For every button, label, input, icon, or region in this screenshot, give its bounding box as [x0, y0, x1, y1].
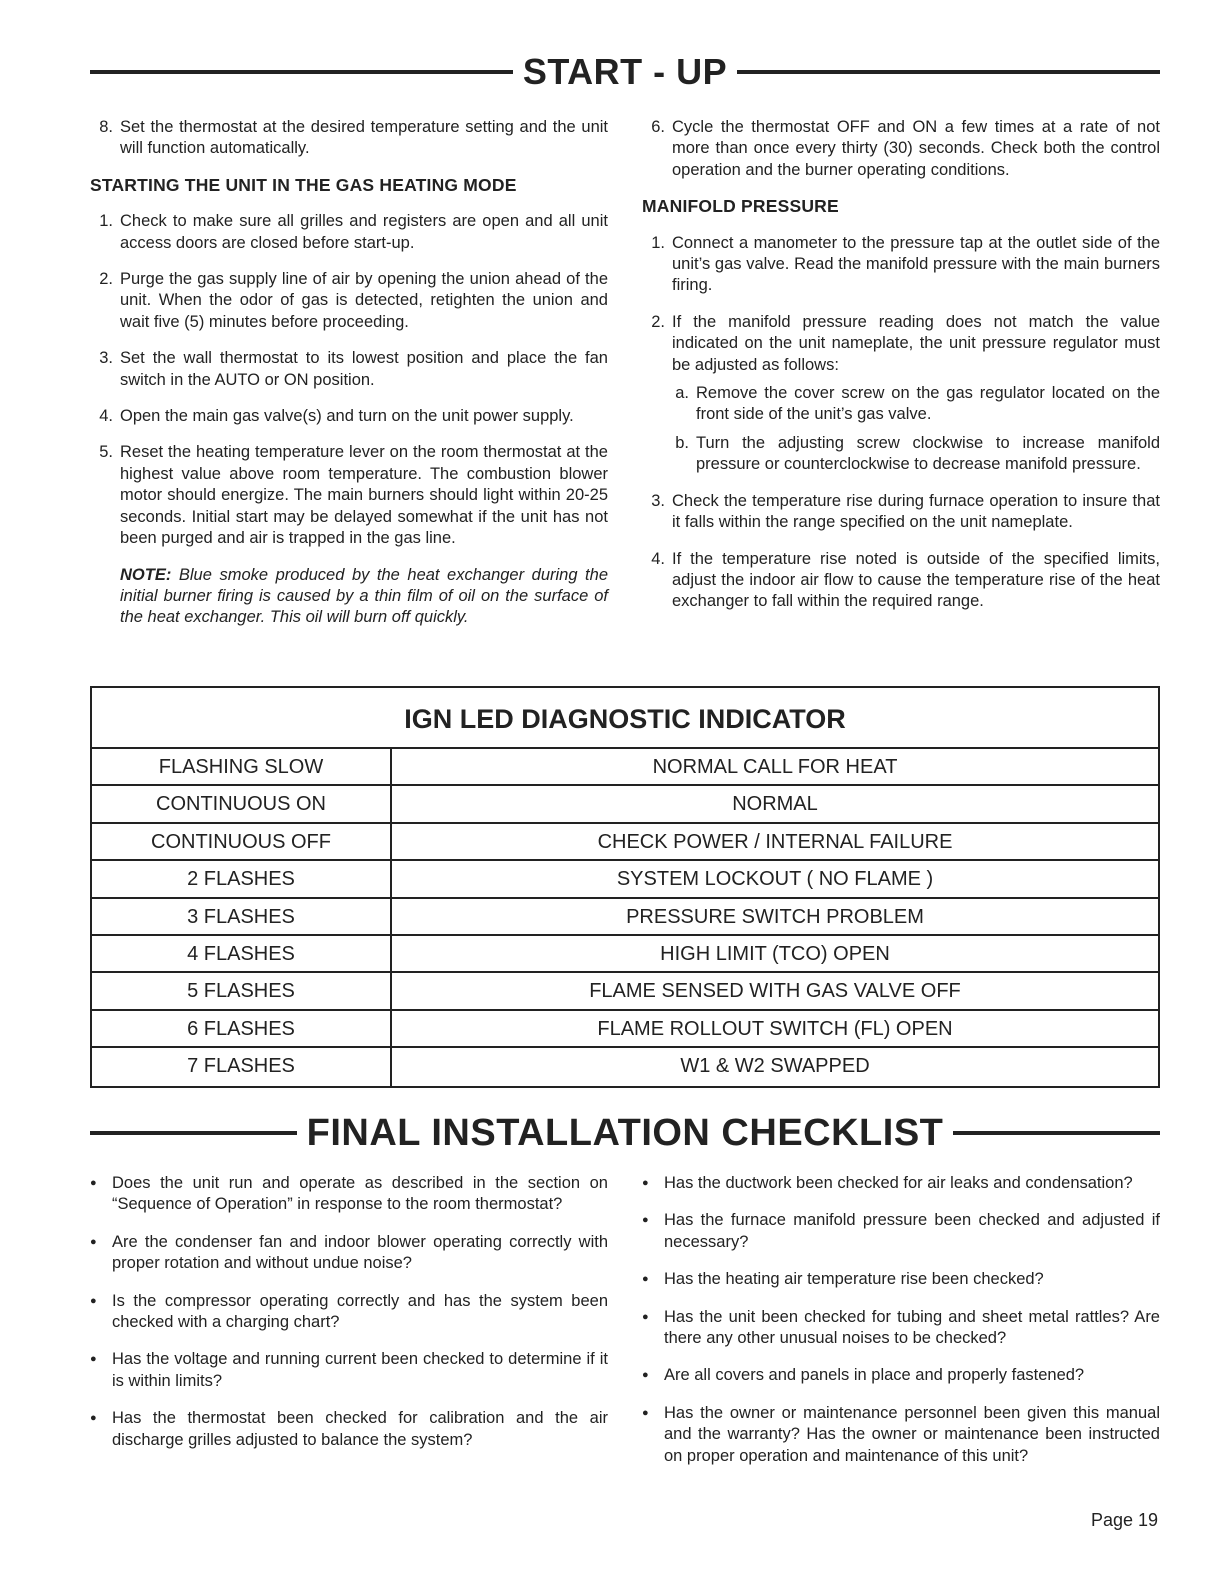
step-number: 5.	[99, 443, 113, 462]
step-text: Check the temperature rise during furnace operation to insure that it falls within the range specified on the unit nameplate.	[672, 491, 1160, 532]
bullet-icon: ●	[90, 1353, 97, 1366]
step-number: 4.	[651, 549, 665, 568]
substep-text: Remove the cover screw on the gas regulator located on the front side of the unit’s gas valve.	[696, 384, 1160, 424]
manifold-step-1	[642, 233, 1160, 297]
manifold-substep-b	[672, 433, 1160, 476]
table-row	[92, 1048, 1158, 1085]
checklist-item	[642, 1403, 1160, 1467]
bullet-icon: ●	[642, 1406, 649, 1419]
gas-heating-heading: STARTING THE UNIT IN THE GAS HEATING MODE	[90, 174, 517, 195]
step-text: Open the main gas valve(s) and turn on the unit power supply.	[120, 407, 574, 426]
step-text: If the temperature rise noted is outside of the specified limits, adjust the indoor air flow to cause the temperature rise of the heat exchanger to fall within the required range.	[672, 549, 1160, 611]
startup-left-column	[90, 117, 608, 629]
meaning-cell: FLAME SENSED WITH GAS VALVE OFF	[589, 980, 961, 1003]
step-number: 1.	[651, 233, 665, 252]
note	[120, 565, 608, 629]
checklist-text: Has the unit been checked for tubing and sheet metal rattles? Are there any other unusual noises to be checked?	[664, 1307, 1160, 1348]
meaning-cell: CHECK POWER / INTERNAL FAILURE	[597, 830, 953, 853]
step-6	[642, 117, 1160, 181]
checklist-text: Are the condenser fan and indoor blower operating correctly with proper rotation and without undue noise?	[112, 1232, 608, 1273]
manifold-step-4	[642, 549, 1160, 613]
step-text: Reset the heating temperature lever on the room thermostat at the highest value above room temperature. The combustion blower motor should energize. The main burners should light within 20-25 seconds. Initial start may be delayed somewhat if the unit has not been purged and air is trapped in the gas line.	[120, 443, 608, 548]
bullet-icon: ●	[642, 1273, 649, 1286]
startup-title: START - UP	[522, 51, 728, 92]
checklist-text: Has the owner or maintenance personnel been given this manual and the warranty? Has the owner or maintenance been instructed on proper operation and maintenance of this unit?	[664, 1403, 1160, 1465]
step-text: Set the wall thermostat to its lowest position and place the fan switch in the AUTO or ON position.	[120, 349, 608, 389]
table-row	[92, 861, 1158, 898]
step-8	[90, 117, 608, 160]
gas-step-3	[90, 348, 608, 391]
table-row	[92, 749, 1158, 786]
substep-text: Turn the adjusting screw clockwise to increase manifold pressure or counterclockwise to decrease manifold pressure.	[696, 433, 1160, 474]
indicator-cell: 3 FLASHES	[92, 899, 392, 934]
checklist-item	[642, 1210, 1160, 1253]
checklist-item	[642, 1365, 1160, 1386]
checklist-item	[642, 1307, 1160, 1350]
checklist-left-column	[90, 1173, 608, 1467]
meaning-cell: W1 & W2 SWAPPED	[680, 1055, 870, 1078]
gas-step-4	[90, 406, 608, 427]
checklist-text: Has the thermostat been checked for calibration and the air discharge grilles adjusted to balance the system?	[112, 1409, 608, 1449]
meaning-cell: HIGH LIMIT (TCO) OPEN	[660, 942, 890, 965]
bullet-icon: ●	[642, 1214, 649, 1227]
checklist-text: Has the heating air temperature rise been checked?	[664, 1270, 1044, 1289]
bullet-icon: ●	[90, 1294, 97, 1307]
banner-rule-left	[90, 70, 513, 74]
meaning-cell: NORMAL CALL FOR HEAT	[652, 756, 898, 778]
bullet-icon: ●	[90, 1177, 97, 1189]
substep-letter: b.	[675, 433, 689, 452]
step-text: Connect a manometer to the pressure tap at the outlet side of the unit’s gas valve. Read the manifold pressure with the main burners firing.	[672, 233, 1160, 295]
checklist-text: Is the compressor operating correctly and has the system been checked with a charging chart?	[112, 1291, 608, 1332]
substep-letter: a.	[675, 384, 689, 403]
indicator-cell: 4 FLASHES	[92, 936, 392, 971]
step-number: 3.	[99, 349, 113, 368]
checklist-item	[90, 1291, 608, 1334]
checklist-text: Has the ductwork been checked for air leaks and condensation?	[664, 1174, 1133, 1192]
banner-rule-right	[953, 1131, 1160, 1135]
checklist-right-column	[642, 1173, 1160, 1483]
indicator-cell: 2 FLASHES	[92, 861, 392, 896]
bullet-icon: ●	[90, 1412, 97, 1425]
checklist-item	[642, 1173, 1160, 1194]
step-number: 1.	[99, 212, 113, 231]
table-row	[92, 936, 1158, 973]
bullet-icon: ●	[642, 1369, 649, 1382]
step-number: 8.	[99, 118, 113, 136]
indicator-cell: CONTINUOUS OFF	[92, 824, 392, 859]
step-text: Cycle the thermostat OFF and ON a few times at a rate of not more than once every thirty (30) seconds. Check both the control operation and the burner operating conditions.	[672, 118, 1160, 179]
ign-table-body	[92, 749, 1158, 1086]
checklist-item	[642, 1269, 1160, 1290]
table-row	[92, 973, 1158, 1010]
ign-led-diagnostic-table	[90, 686, 1160, 1088]
startup-right-column	[642, 117, 1160, 628]
bullet-icon: ●	[90, 1235, 97, 1248]
indicator-cell: 6 FLASHES	[92, 1011, 392, 1046]
note-text: Blue smoke produced by the heat exchanger during the initial burner firing is caused by a thin film of oil on the surface of the heat exchanger. This oil will burn off quickly.	[120, 565, 608, 627]
bullet-icon: ●	[642, 1310, 649, 1323]
checklist-banner	[90, 1110, 1160, 1156]
checklist-text: Has the voltage and running current been checked to determine if it is within limits?	[112, 1350, 608, 1390]
checklist-item	[90, 1232, 608, 1275]
meaning-cell: PRESSURE SWITCH PROBLEM	[626, 905, 924, 928]
meaning-cell: FLAME ROLLOUT SWITCH (FL) OPEN	[597, 1017, 953, 1040]
gas-step-1	[90, 211, 608, 254]
checklist-text: Has the furnace manifold pressure been checked and adjusted if necessary?	[664, 1211, 1160, 1251]
checklist-item	[90, 1408, 608, 1451]
banner-rule-left	[90, 1131, 297, 1135]
table-row	[92, 899, 1158, 936]
checklist-item	[90, 1173, 608, 1216]
page-number: Page 19	[1090, 1510, 1158, 1530]
checklist-text: Does the unit run and operate as described in the section on “Sequence of Operation” in response to the room thermostat?	[112, 1174, 608, 1214]
bullet-icon: ●	[642, 1177, 649, 1189]
manifold-step-3	[642, 491, 1160, 534]
banner-rule-right	[737, 70, 1160, 74]
startup-banner	[90, 50, 1160, 94]
note-label: NOTE:	[120, 565, 172, 584]
step-number: 2.	[651, 312, 665, 331]
indicator-cell: FLASHING SLOW	[92, 749, 392, 784]
step-text: Set the thermostat at the desired temperature setting and the unit will function automatically.	[120, 118, 608, 158]
step-number: 4.	[99, 407, 113, 426]
indicator-cell: 5 FLASHES	[92, 973, 392, 1008]
indicator-cell: 7 FLASHES	[92, 1048, 392, 1085]
ign-table-title: IGN LED DIAGNOSTIC INDICATOR	[92, 688, 1158, 749]
step-text: Purge the gas supply line of air by opening the union ahead of the unit. When the odor of gas is detected, retighten the union and wait five (5) minutes before proceeding.	[120, 270, 608, 331]
gas-step-5	[90, 442, 608, 549]
checklist-text: Are all covers and panels in place and properly fastened?	[664, 1366, 1085, 1385]
indicator-cell: CONTINUOUS ON	[92, 786, 392, 821]
step-number: 3.	[651, 491, 665, 510]
checklist-item	[90, 1349, 608, 1392]
step-number: 6.	[651, 118, 665, 136]
checklist-title: FINAL INSTALLATION CHECKLIST	[306, 1112, 944, 1154]
manifold-step-2	[642, 312, 1160, 476]
table-row	[92, 1011, 1158, 1048]
step-text: If the manifold pressure reading does not match the value indicated on the unit nameplate, the unit pressure regulator must be adjusted as follows:	[672, 312, 1160, 374]
meaning-cell: SYSTEM LOCKOUT ( NO FLAME )	[616, 868, 934, 891]
step-number: 2.	[99, 270, 113, 289]
gas-heating-steps	[90, 211, 608, 549]
table-row	[92, 786, 1158, 823]
step-text: Check to make sure all grilles and registers are open and all unit access doors are closed before start-up.	[120, 212, 608, 252]
table-row	[92, 824, 1158, 861]
manifold-pressure-heading: MANIFOLD PRESSURE	[642, 196, 839, 217]
gas-step-2	[90, 269, 608, 333]
manifold-substep-a	[672, 383, 1160, 426]
meaning-cell: NORMAL	[732, 793, 818, 816]
